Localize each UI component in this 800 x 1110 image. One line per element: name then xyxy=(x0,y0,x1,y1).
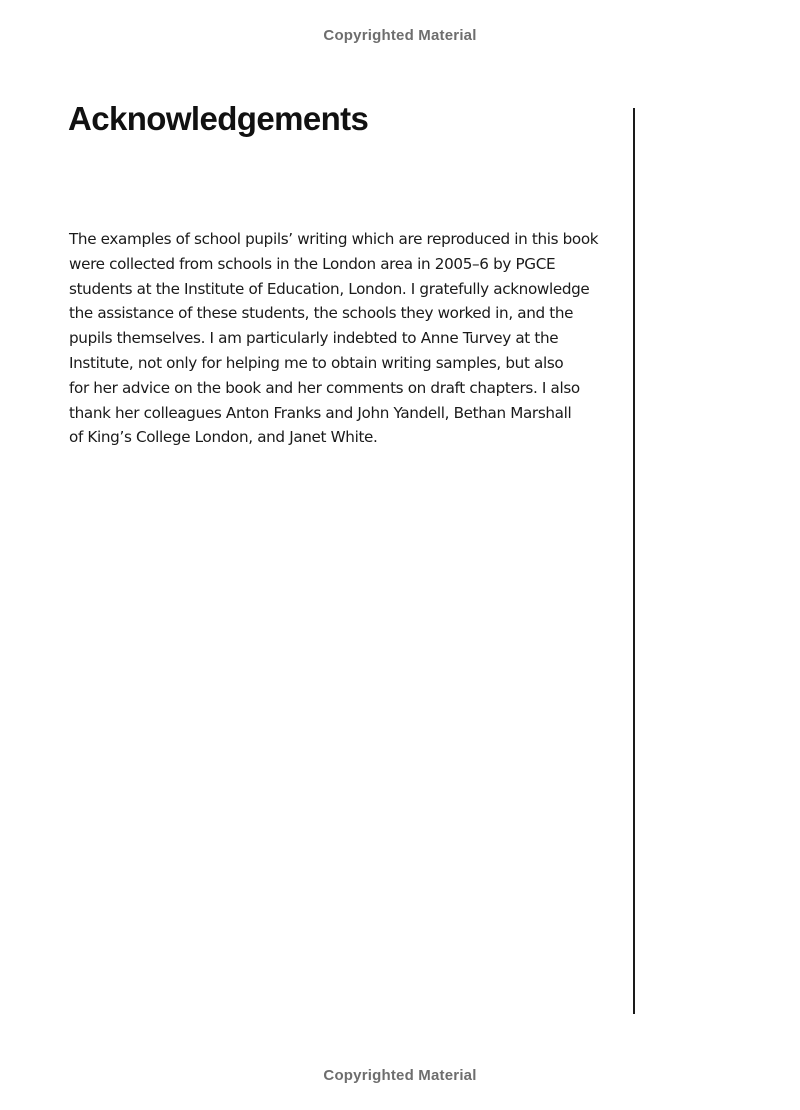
paragraph-line: The examples of school pupils’ writing which are reproduced in this book xyxy=(69,230,599,248)
acknowledgements-paragraph xyxy=(69,227,629,450)
paragraph-line: the assistance of these students, the schools they worked in, and the xyxy=(69,304,574,323)
copyright-watermark-top: Copyrighted Material xyxy=(323,27,477,44)
paragraph-line: for her advice on the book and her comments on draft chapters. I also xyxy=(69,378,580,397)
page-title: Acknowledgements xyxy=(68,100,369,137)
paragraph-line: of King’s College London, and Janet White. xyxy=(69,428,378,447)
paragraph-line: thank her colleagues Anton Franks and John Yandell, Bethan Marshall xyxy=(69,403,572,422)
vertical-rule xyxy=(633,108,635,1014)
paragraph-line: pupils themselves. I am particularly indebted to Anne Turvey at the xyxy=(69,329,559,348)
copyright-watermark-bottom: Copyrighted Material xyxy=(323,1067,477,1084)
paragraph-line: were collected from schools in the London area in 2005–6 by PGCE xyxy=(69,254,556,273)
paragraph-line: students at the Institute of Education, London. I gratefully acknowledge xyxy=(69,279,590,298)
paragraph-line: Institute, not only for helping me to obtain writing samples, but also xyxy=(69,353,564,372)
